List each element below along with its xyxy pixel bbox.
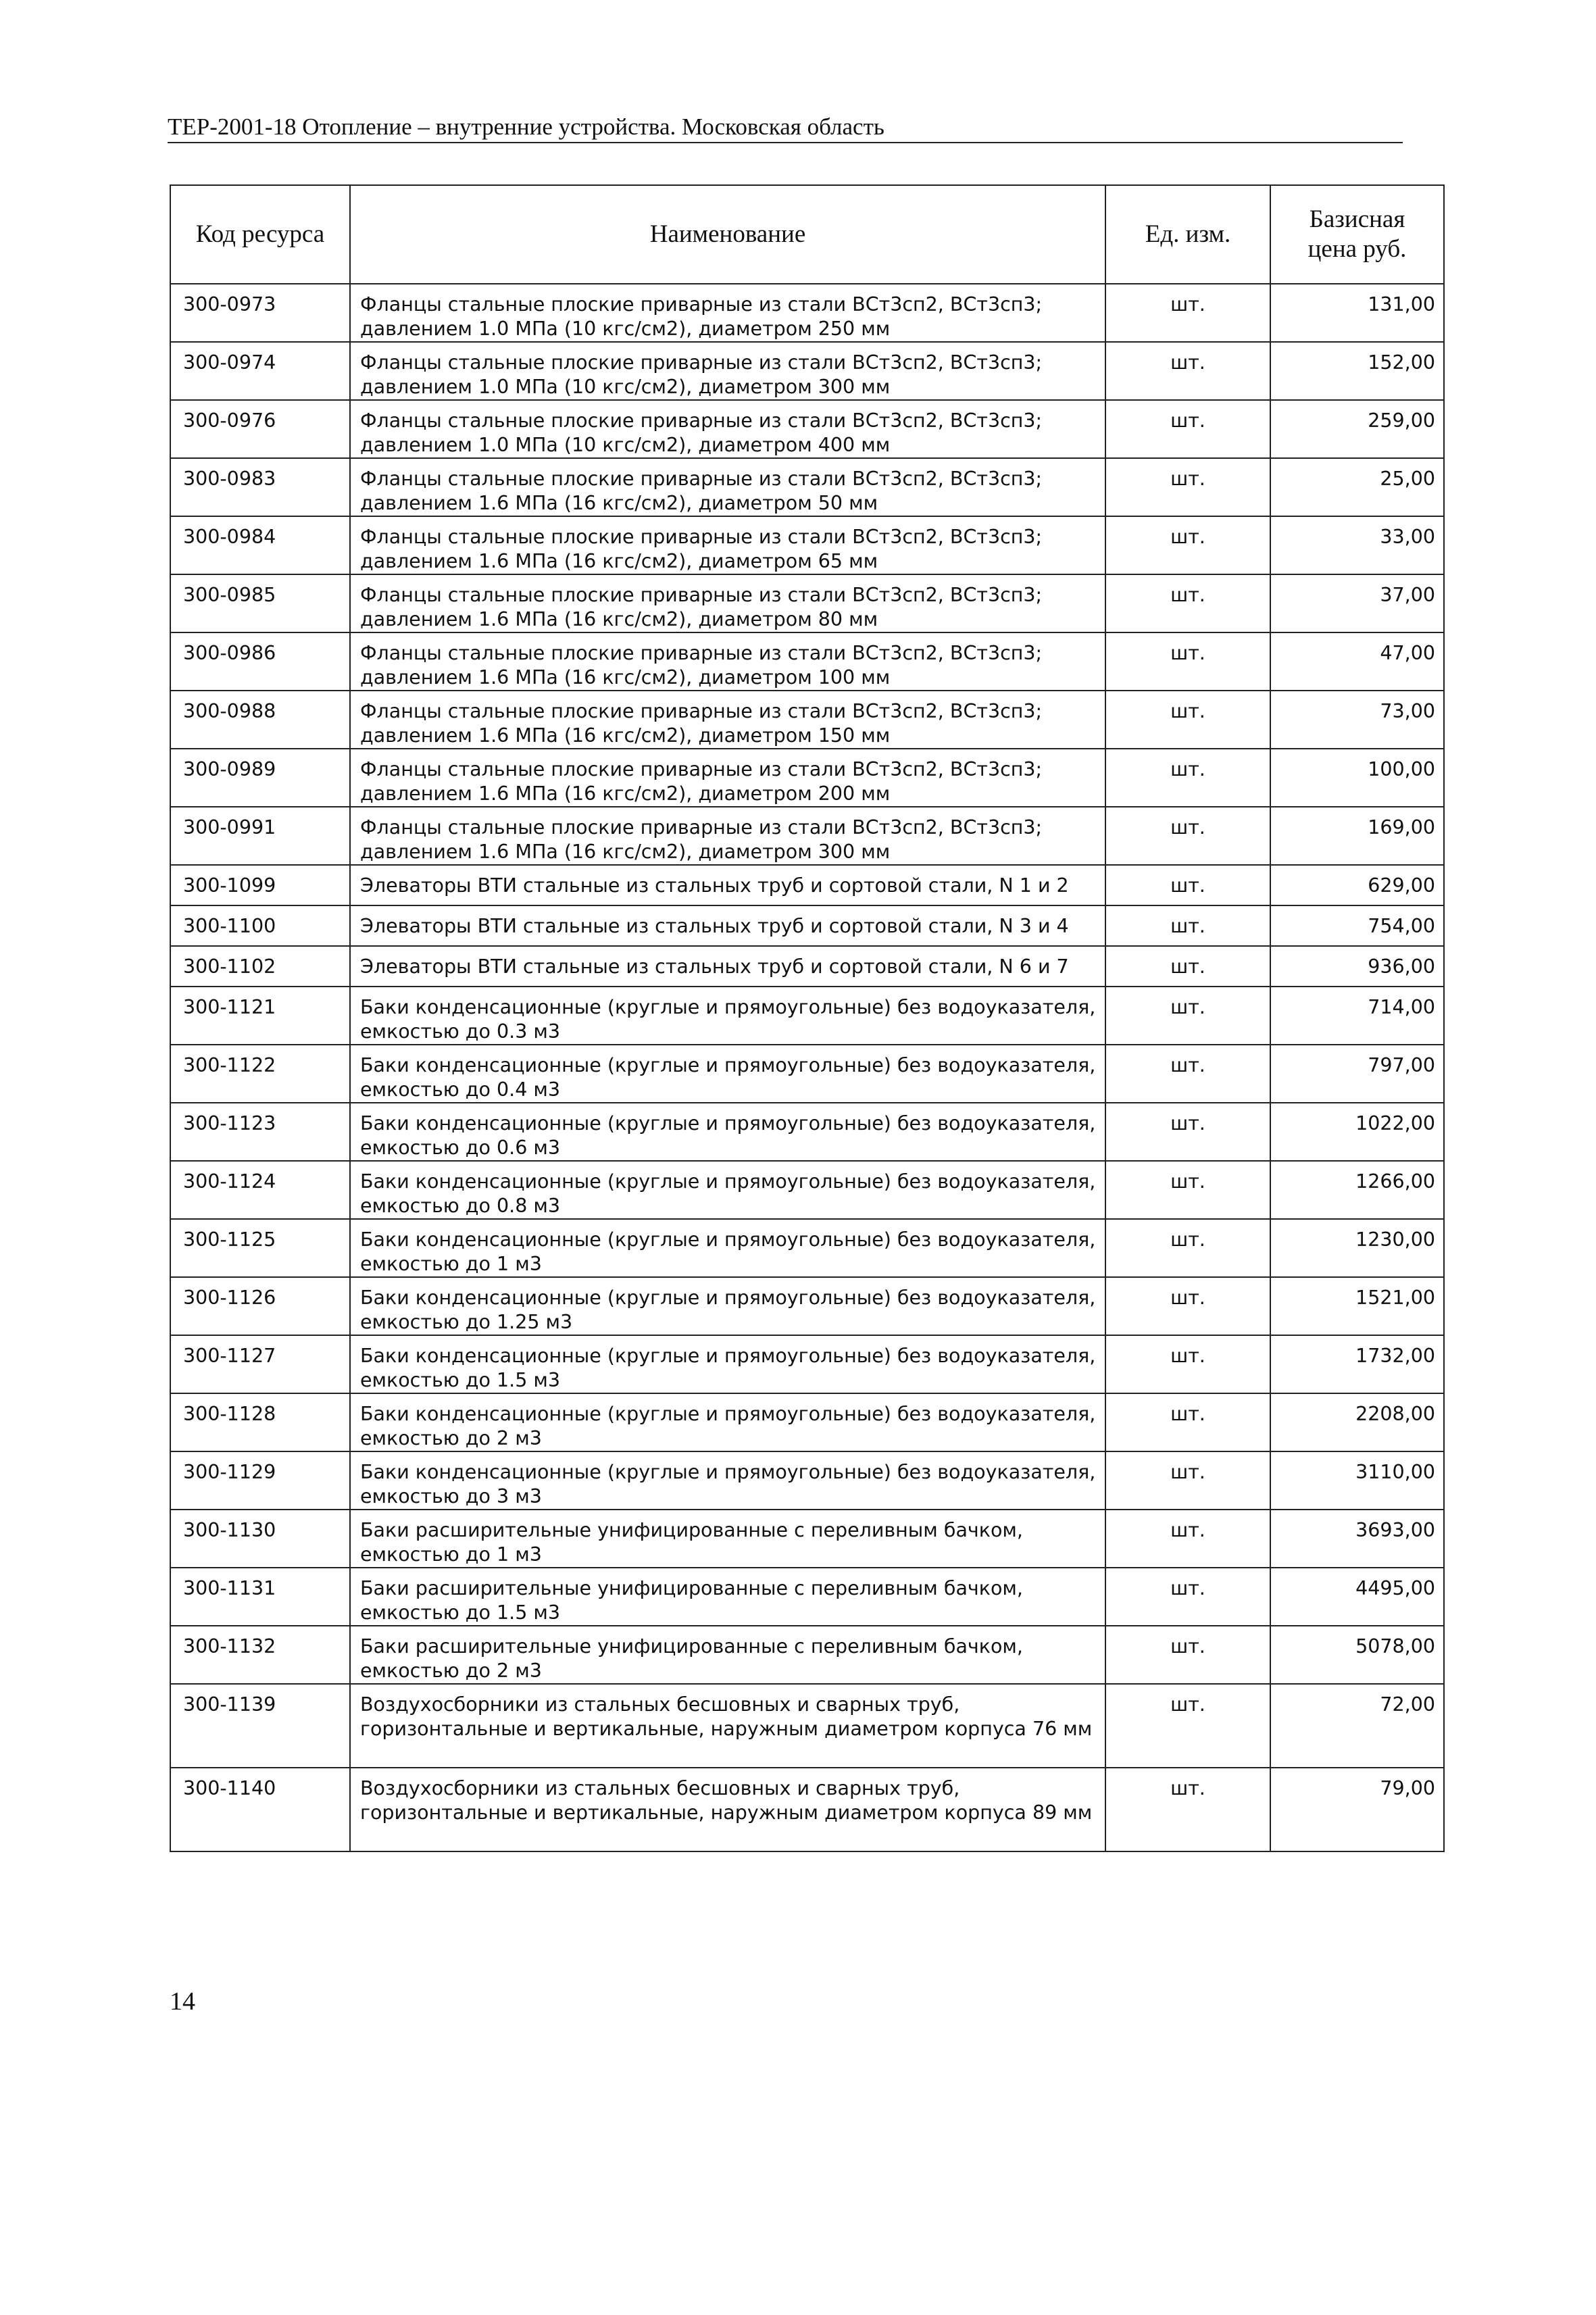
page-header: ТЕР-2001-18 Отопление – внутренние устройства. Московская область bbox=[168, 114, 884, 140]
price-cell: 797,00 bbox=[1270, 1045, 1444, 1103]
code-cell: 300-1132 bbox=[170, 1626, 350, 1684]
name-cell: Баки конденсационные (круглые и прямоугольные) без водоуказателя, емкостью до 0.8 м3 bbox=[350, 1161, 1105, 1219]
column-header-name: Наименование bbox=[350, 185, 1105, 284]
unit-cell: шт. bbox=[1105, 574, 1270, 632]
code-cell: 300-0983 bbox=[170, 458, 350, 516]
table-row bbox=[170, 987, 1444, 1045]
name-cell: Фланцы стальные плоские приварные из стали ВСт3сп2, ВСт3сп3; давлением 1.6 МПа (16 кгс/см2), диаметром 300 мм bbox=[350, 807, 1105, 865]
name-cell: Фланцы стальные плоские приварные из стали ВСт3сп2, ВСт3сп3; давлением 1.0 МПа (10 кгс/см2), диаметром 400 мм bbox=[350, 400, 1105, 458]
unit-cell: шт. bbox=[1105, 691, 1270, 749]
unit-cell: шт. bbox=[1105, 632, 1270, 691]
table-row bbox=[170, 1103, 1444, 1161]
table-row bbox=[170, 807, 1444, 865]
unit-cell: шт. bbox=[1105, 1277, 1270, 1335]
code-cell: 300-0973 bbox=[170, 284, 350, 342]
name-cell: Баки конденсационные (круглые и прямоугольные) без водоуказателя, емкостью до 0.4 м3 bbox=[350, 1045, 1105, 1103]
code-cell: 300-1122 bbox=[170, 1045, 350, 1103]
table-row bbox=[170, 865, 1444, 905]
price-cell: 259,00 bbox=[1270, 400, 1444, 458]
price-cell: 1732,00 bbox=[1270, 1335, 1444, 1393]
table-row bbox=[170, 458, 1444, 516]
name-cell: Фланцы стальные плоские приварные из стали ВСт3сп2, ВСт3сп3; давлением 1.0 МПа (10 кгс/см2), диаметром 300 мм bbox=[350, 342, 1105, 400]
resource-price-table bbox=[170, 184, 1445, 1852]
unit-cell: шт. bbox=[1105, 1103, 1270, 1161]
table-row bbox=[170, 284, 1444, 342]
price-cell: 47,00 bbox=[1270, 632, 1444, 691]
table-row bbox=[170, 516, 1444, 574]
price-cell: 754,00 bbox=[1270, 905, 1444, 946]
name-cell: Фланцы стальные плоские приварные из стали ВСт3сп2, ВСт3сп3; давлением 1.6 МПа (16 кгс/см2), диаметром 100 мм bbox=[350, 632, 1105, 691]
code-cell: 300-1123 bbox=[170, 1103, 350, 1161]
price-cell: 2208,00 bbox=[1270, 1393, 1444, 1451]
unit-cell: шт. bbox=[1105, 1393, 1270, 1451]
unit-cell: шт. bbox=[1105, 1626, 1270, 1684]
code-cell: 300-1139 bbox=[170, 1684, 350, 1768]
code-cell: 300-1128 bbox=[170, 1393, 350, 1451]
name-cell: Элеваторы ВТИ стальные из стальных труб и сортовой стали, N 6 и 7 bbox=[350, 946, 1105, 987]
unit-cell: шт. bbox=[1105, 905, 1270, 946]
unit-cell: шт. bbox=[1105, 749, 1270, 807]
column-header-unit: Ед. изм. bbox=[1105, 185, 1270, 284]
price-cell: 152,00 bbox=[1270, 342, 1444, 400]
price-cell: 1266,00 bbox=[1270, 1161, 1444, 1219]
name-cell: Фланцы стальные плоские приварные из стали ВСт3сп2, ВСт3сп3; давлением 1.6 МПа (16 кгс/см2), диаметром 80 мм bbox=[350, 574, 1105, 632]
code-cell: 300-0974 bbox=[170, 342, 350, 400]
name-cell: Фланцы стальные плоские приварные из стали ВСт3сп2, ВСт3сп3; давлением 1.6 МПа (16 кгс/см2), диаметром 65 мм bbox=[350, 516, 1105, 574]
table-row bbox=[170, 342, 1444, 400]
price-cell: 714,00 bbox=[1270, 987, 1444, 1045]
price-cell: 25,00 bbox=[1270, 458, 1444, 516]
code-cell: 300-1100 bbox=[170, 905, 350, 946]
price-cell: 3110,00 bbox=[1270, 1451, 1444, 1510]
name-cell: Баки конденсационные (круглые и прямоугольные) без водоуказателя, емкостью до 1.5 м3 bbox=[350, 1335, 1105, 1393]
unit-cell: шт. bbox=[1105, 807, 1270, 865]
name-cell: Баки конденсационные (круглые и прямоугольные) без водоуказателя, емкостью до 1 м3 bbox=[350, 1219, 1105, 1277]
name-cell: Баки конденсационные (круглые и прямоугольные) без водоуказателя, емкостью до 0.6 м3 bbox=[350, 1103, 1105, 1161]
table-row bbox=[170, 946, 1444, 987]
unit-cell: шт. bbox=[1105, 1768, 1270, 1851]
name-cell: Элеваторы ВТИ стальные из стальных труб и сортовой стали, N 1 и 2 bbox=[350, 865, 1105, 905]
unit-cell: шт. bbox=[1105, 1219, 1270, 1277]
name-cell: Баки конденсационные (круглые и прямоугольные) без водоуказателя, емкостью до 0.3 м3 bbox=[350, 987, 1105, 1045]
price-cell: 100,00 bbox=[1270, 749, 1444, 807]
header-rule bbox=[168, 142, 1403, 143]
page-number: 14 bbox=[170, 1987, 195, 2016]
code-cell: 300-0985 bbox=[170, 574, 350, 632]
table-header-row bbox=[170, 185, 1444, 284]
price-cell: 936,00 bbox=[1270, 946, 1444, 987]
table-row bbox=[170, 1626, 1444, 1684]
table-row bbox=[170, 691, 1444, 749]
table-row bbox=[170, 400, 1444, 458]
code-cell: 300-1130 bbox=[170, 1510, 350, 1568]
price-cell: 79,00 bbox=[1270, 1768, 1444, 1851]
table-row bbox=[170, 1393, 1444, 1451]
name-cell: Фланцы стальные плоские приварные из стали ВСт3сп2, ВСт3сп3; давлением 1.0 МПа (10 кгс/см2), диаметром 250 мм bbox=[350, 284, 1105, 342]
table-row bbox=[170, 1684, 1444, 1768]
table-row bbox=[170, 1510, 1444, 1568]
code-cell: 300-1124 bbox=[170, 1161, 350, 1219]
unit-cell: шт. bbox=[1105, 1161, 1270, 1219]
name-cell: Баки расширительные унифицированные с переливным бачком, емкостью до 1.5 м3 bbox=[350, 1568, 1105, 1626]
name-cell: Фланцы стальные плоские приварные из стали ВСт3сп2, ВСт3сп3; давлением 1.6 МПа (16 кгс/см2), диаметром 200 мм bbox=[350, 749, 1105, 807]
table-row bbox=[170, 1277, 1444, 1335]
unit-cell: шт. bbox=[1105, 1045, 1270, 1103]
code-cell: 300-1129 bbox=[170, 1451, 350, 1510]
name-cell: Элеваторы ВТИ стальные из стальных труб и сортовой стали, N 3 и 4 bbox=[350, 905, 1105, 946]
table-row bbox=[170, 905, 1444, 946]
name-cell: Фланцы стальные плоские приварные из стали ВСт3сп2, ВСт3сп3; давлением 1.6 МПа (16 кгс/см2), диаметром 150 мм bbox=[350, 691, 1105, 749]
code-cell: 300-0984 bbox=[170, 516, 350, 574]
price-cell: 1230,00 bbox=[1270, 1219, 1444, 1277]
table-row bbox=[170, 1335, 1444, 1393]
column-header-code: Код ресурса bbox=[170, 185, 350, 284]
column-header-price: Базисная цена руб. bbox=[1270, 185, 1444, 284]
code-cell: 300-1140 bbox=[170, 1768, 350, 1851]
code-cell: 300-1126 bbox=[170, 1277, 350, 1335]
price-cell: 629,00 bbox=[1270, 865, 1444, 905]
name-cell: Баки конденсационные (круглые и прямоугольные) без водоуказателя, емкостью до 3 м3 bbox=[350, 1451, 1105, 1510]
price-cell: 5078,00 bbox=[1270, 1626, 1444, 1684]
name-cell: Баки конденсационные (круглые и прямоугольные) без водоуказателя, емкостью до 2 м3 bbox=[350, 1393, 1105, 1451]
code-cell: 300-0986 bbox=[170, 632, 350, 691]
price-cell: 4495,00 bbox=[1270, 1568, 1444, 1626]
table-row bbox=[170, 1768, 1444, 1851]
table-row bbox=[170, 574, 1444, 632]
unit-cell: шт. bbox=[1105, 1335, 1270, 1393]
price-cell: 73,00 bbox=[1270, 691, 1444, 749]
unit-cell: шт. bbox=[1105, 516, 1270, 574]
price-cell: 33,00 bbox=[1270, 516, 1444, 574]
name-cell: Баки конденсационные (круглые и прямоугольные) без водоуказателя, емкостью до 1.25 м3 bbox=[350, 1277, 1105, 1335]
code-cell: 300-1125 bbox=[170, 1219, 350, 1277]
unit-cell: шт. bbox=[1105, 1568, 1270, 1626]
unit-cell: шт. bbox=[1105, 342, 1270, 400]
name-cell: Фланцы стальные плоские приварные из стали ВСт3сп2, ВСт3сп3; давлением 1.6 МПа (16 кгс/см2), диаметром 50 мм bbox=[350, 458, 1105, 516]
unit-cell: шт. bbox=[1105, 1684, 1270, 1768]
table-row bbox=[170, 1219, 1444, 1277]
price-cell: 37,00 bbox=[1270, 574, 1444, 632]
table-row bbox=[170, 1045, 1444, 1103]
price-cell: 72,00 bbox=[1270, 1684, 1444, 1768]
unit-cell: шт. bbox=[1105, 284, 1270, 342]
price-cell: 3693,00 bbox=[1270, 1510, 1444, 1568]
unit-cell: шт. bbox=[1105, 1451, 1270, 1510]
unit-cell: шт. bbox=[1105, 865, 1270, 905]
price-cell: 131,00 bbox=[1270, 284, 1444, 342]
table-row bbox=[170, 749, 1444, 807]
code-cell: 300-1121 bbox=[170, 987, 350, 1045]
name-cell: Воздухосборники из стальных бесшовных и сварных труб, горизонтальные и вертикальные, наружным диаметром корпуса 89 мм bbox=[350, 1768, 1105, 1851]
unit-cell: шт. bbox=[1105, 1510, 1270, 1568]
table-row bbox=[170, 1568, 1444, 1626]
unit-cell: шт. bbox=[1105, 458, 1270, 516]
name-cell: Воздухосборники из стальных бесшовных и сварных труб, горизонтальные и вертикальные, наружным диаметром корпуса 76 мм bbox=[350, 1684, 1105, 1768]
code-cell: 300-0976 bbox=[170, 400, 350, 458]
table-row bbox=[170, 632, 1444, 691]
code-cell: 300-0988 bbox=[170, 691, 350, 749]
code-cell: 300-0989 bbox=[170, 749, 350, 807]
code-cell: 300-0991 bbox=[170, 807, 350, 865]
unit-cell: шт. bbox=[1105, 946, 1270, 987]
code-cell: 300-1102 bbox=[170, 946, 350, 987]
code-cell: 300-1099 bbox=[170, 865, 350, 905]
name-cell: Баки расширительные унифицированные с переливным бачком, емкостью до 1 м3 bbox=[350, 1510, 1105, 1568]
name-cell: Баки расширительные унифицированные с переливным бачком, емкостью до 2 м3 bbox=[350, 1626, 1105, 1684]
price-cell: 1521,00 bbox=[1270, 1277, 1444, 1335]
table-row bbox=[170, 1161, 1444, 1219]
price-cell: 169,00 bbox=[1270, 807, 1444, 865]
price-cell: 1022,00 bbox=[1270, 1103, 1444, 1161]
unit-cell: шт. bbox=[1105, 987, 1270, 1045]
table-row bbox=[170, 1451, 1444, 1510]
code-cell: 300-1131 bbox=[170, 1568, 350, 1626]
unit-cell: шт. bbox=[1105, 400, 1270, 458]
code-cell: 300-1127 bbox=[170, 1335, 350, 1393]
